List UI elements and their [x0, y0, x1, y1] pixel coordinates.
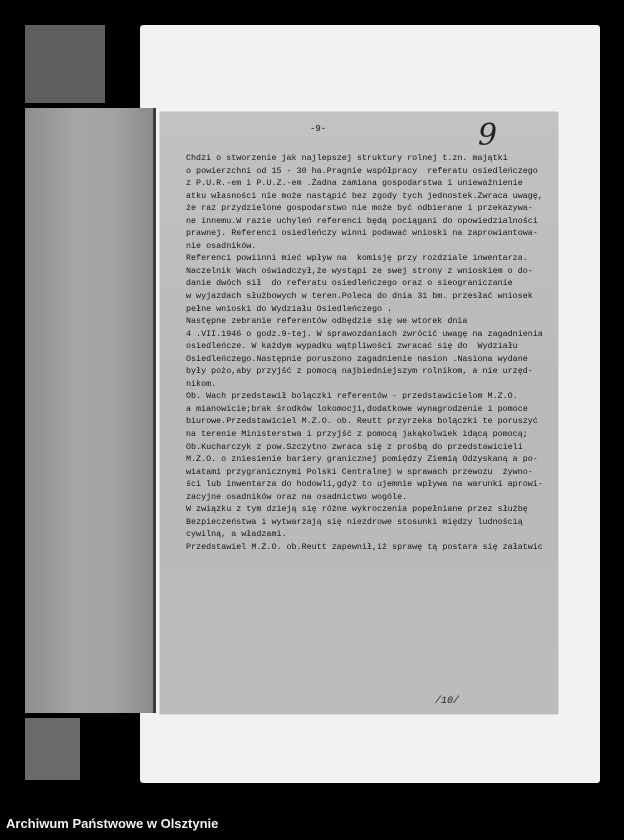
text-line: Ob.Kucharczyk z pow.Szczytno zwraca się z prośbą do przedstawicieli — [186, 441, 523, 452]
text-line: Referenci powiinni mieć wpływ na komisję przy rozdziale inwentarza. — [186, 253, 528, 264]
text-line: Następne zebranie referentów odbędzie się we wtorek dnia — [186, 316, 468, 327]
handwritten-page-number: 9 — [478, 118, 498, 153]
text-line: w wyjazdach służbowych w teren.Poleca do dnia 31 bm. przesłać wniosek — [186, 291, 533, 302]
text-line: zacyjne osadników oraz na osadnictwo wogóle. — [186, 491, 408, 502]
text-line: nie osadników. — [186, 240, 257, 251]
text-line: ne innemu.W razie uchyleń referenci będą pociągani do opowiedzialności — [186, 215, 538, 226]
text-line: a mianowicie;brak środków lokomocji,dodatkowe wynagrodzenie i pomoce — [186, 403, 528, 414]
text-line: ści lub inwentarza do hodowli,gdyż to ujemnie wpływa na warunki aprowi- — [186, 479, 543, 490]
text-line: 4 .VII.1946 o godz.9-tej. W sprawozdaniach zwrócić uwagę na zagadnienia — [186, 328, 543, 339]
text-line: atku własności nie może nastąpić bez zgody tych jednostek.Zwraca uwagę, — [186, 190, 543, 201]
text-line: Bezpieczeństwa i wytwarzają się niezdrowe stosunki między ludnością — [186, 516, 523, 527]
page-number: -9- — [310, 124, 327, 134]
text-line: Naczelnik Wach oświadczył,że wystąpi ze swej strony z wnioskiem o do- — [186, 265, 533, 276]
text-line: biurowe.Przedstawiciel M.Z.O. ob. Reutt przyrzeka bolączki te poruszyć — [186, 416, 538, 427]
text-line: Przedstawiel M.Z.O. ob.Reutt zapewnił,iż sprawę tą postara się załatwic — [186, 541, 543, 552]
text-line: Chdzi o stworzenie jak najlepszej struktury rolnej t.zn. majątki — [186, 153, 508, 163]
text-line: pełne wnioski do Wydziału Osiedleńczego . — [186, 303, 393, 314]
scanner-edge-top — [25, 25, 105, 103]
footer-page-number: /10/ — [435, 696, 460, 707]
text-line: że raz przydzielone gospodarstwo nie może być odbierane i przekazywa- — [186, 203, 533, 214]
scanner-edge-bottom — [25, 718, 80, 780]
text-line: W związku z tym dzieją się różne wykroczenia popełniane przez służbę — [186, 504, 528, 515]
text-line: M.Z.O. o zniesienie bariery granicznej pomiędzy Ziemią Odzyskaną a po- — [186, 454, 538, 465]
text-line: Osiedleńczego.Następnie poruszono zagadnienie nasion .Nasiona wydane — [186, 353, 528, 364]
text-line: cywilną, a władzami. — [186, 529, 287, 540]
text-line: wiatami przygranicznymi Polski Centralnej w sprawach przewozu żywno- — [186, 466, 533, 477]
scanner-board — [25, 108, 156, 713]
archive-label: Archiwum Państwowe w Olsztynie — [6, 816, 219, 831]
text-line: z P.U.R.-em i P.U.Z.-em .Żadna zamiana gospodarstwa i uniewaźnienie — [186, 178, 523, 189]
text-line: na terenie Ministerstwa i przyjść z pomocą jakąkolwiek idącą pomocą; — [186, 429, 528, 440]
text-line: nikom. — [186, 378, 217, 389]
document-page — [160, 112, 558, 714]
text-line: Ob. Wach przedstawił bolączki referentów - przedstawicielom M.Z.O. — [186, 391, 518, 402]
text-line: prawnej. Referenci osiedleńczy winni podawać wnioski na zaprowiantowa- — [186, 228, 538, 239]
text-line: były pożo,aby przyjść z pomocą najbiedniejszym rolnikom, a nie urzęd- — [186, 366, 533, 377]
text-line: osiedleńcze. W każdym wypadku wątpliwości zwracać się do Wydziału — [186, 341, 518, 352]
text-line: danie dwóch sił do referatu osiedleńczego oraz o sieograniczanie — [186, 278, 513, 289]
document-body — [186, 152, 556, 554]
text-line: o powierzchni od 15 - 30 ha.Pragnie współpracy referatu osiedleńczego — [186, 165, 538, 176]
